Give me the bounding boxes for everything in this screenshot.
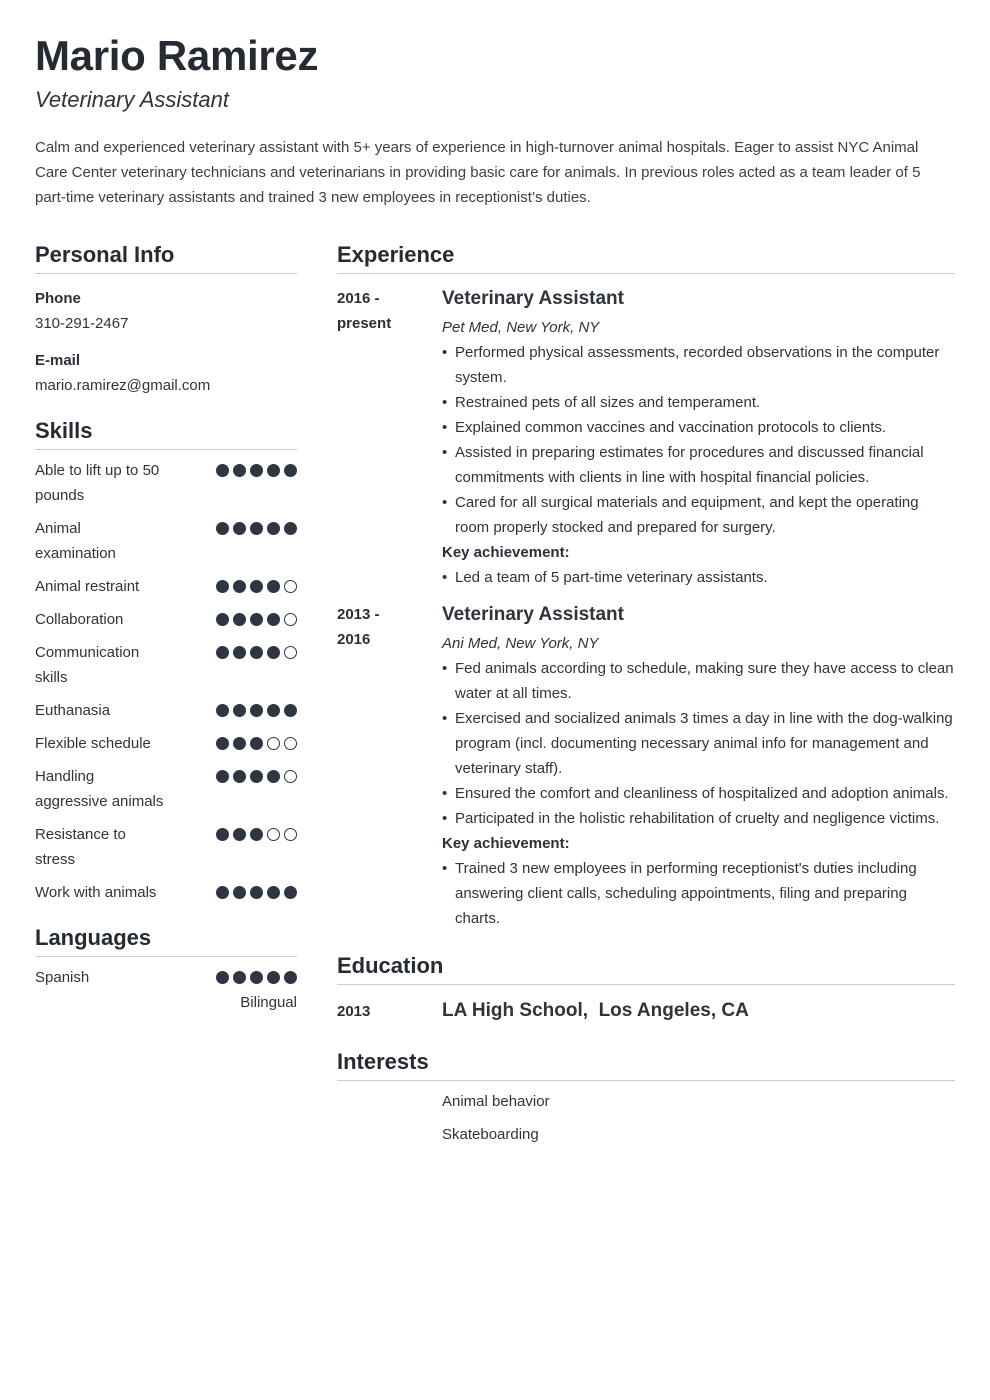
experience-list [337, 286, 955, 931]
filled-dot-icon [267, 646, 280, 659]
filled-dot-icon [216, 580, 229, 593]
resume-page [35, 30, 955, 1143]
job-bullet: • Ensured the comfort and cleanliness of hospitalized and adoption animals. [442, 781, 955, 806]
rating-dots [216, 704, 297, 717]
skill-row [35, 516, 297, 566]
empty-dot-icon [284, 580, 297, 593]
rating-dots [216, 737, 297, 750]
job-body [442, 602, 955, 931]
rating-dots [216, 613, 297, 626]
rating-dots [216, 522, 297, 535]
rating-dots [216, 646, 297, 659]
filled-dot-icon [233, 737, 246, 750]
skill-name: Collaboration [35, 611, 124, 628]
key-achievement-bullet: • Trained 3 new employees in performing receptionist's duties including answering client calls, scheduling appointments, filing and preparing charts. [442, 856, 955, 931]
filled-dot-icon [233, 613, 246, 626]
filled-dot-icon [284, 704, 297, 717]
job-bullets [442, 340, 955, 540]
skill-row [35, 764, 297, 814]
skill-row [35, 698, 297, 723]
job-date-end: present [337, 315, 392, 332]
filled-dot-icon [250, 737, 263, 750]
interest-item: Animal behavior [442, 1093, 550, 1110]
interest-item: Skateboarding [442, 1126, 539, 1143]
language-level: Bilingual [240, 994, 297, 1011]
filled-dot-icon [233, 971, 246, 984]
job-bullet: • Restrained pets of all sizes and temperament. [442, 390, 955, 415]
interests-list [337, 1089, 955, 1147]
job-bullet: • Cared for all surgical materials and equipment, and kept the operating room properly stocked and prepared for surgery. [442, 490, 955, 540]
summary-paragraph: Calm and experienced veterinary assistant with 5+ years of experience in high-turnover animal hospitals. Eager to assist NYC Animal Care Center veterinary technicians and veterinarians in providing basic care for animals. In previous roles acted as a team leader of 5 part-time veterinary assistants and trained 3 new employees in receptionist’s duties. [35, 139, 921, 206]
filled-dot-icon [250, 886, 263, 899]
filled-dot-icon [216, 828, 229, 841]
filled-dot-icon [233, 646, 246, 659]
rating-dots [216, 770, 297, 783]
filled-dot-icon [250, 828, 263, 841]
job-bullet: • Exercised and socialized animals 3 times a day in line with the dog-walking program (incl. documenting necessary animal info for management and veterinary staff). [442, 706, 955, 781]
job-dates [337, 286, 427, 336]
education-heading: Education [337, 951, 955, 985]
filled-dot-icon [250, 613, 263, 626]
job-body [442, 286, 955, 590]
job-dates [337, 602, 427, 652]
candidate-name: Mario Ramirez [35, 32, 319, 79]
job-bullet: • Explained common vaccines and vaccination protocols to clients. [442, 415, 955, 440]
key-achievement-label: Key achievement: [442, 835, 570, 852]
rating-dots [216, 971, 297, 984]
filled-dot-icon [233, 828, 246, 841]
skill-name: Work with animals [35, 884, 157, 901]
skill-name: Handling aggressive animals [35, 768, 164, 810]
empty-dot-icon [284, 613, 297, 626]
filled-dot-icon [216, 886, 229, 899]
key-achievement-bullet: • Led a team of 5 part-time veterinary assistants. [442, 565, 955, 590]
filled-dot-icon [216, 770, 229, 783]
filled-dot-icon [284, 522, 297, 535]
filled-dot-icon [250, 971, 263, 984]
filled-dot-icon [216, 971, 229, 984]
filled-dot-icon [233, 522, 246, 535]
rating-dots [216, 828, 297, 841]
filled-dot-icon [216, 737, 229, 750]
filled-dot-icon [284, 886, 297, 899]
filled-dot-icon [267, 704, 280, 717]
empty-dot-icon [267, 737, 280, 750]
job-bullet: • Participated in the holistic rehabilitation of cruelty and negligence victims. [442, 806, 955, 831]
skill-name: Animal restraint [35, 578, 140, 595]
empty-dot-icon [284, 770, 297, 783]
languages-list [35, 965, 297, 1015]
skill-row [35, 822, 297, 872]
filled-dot-icon [216, 613, 229, 626]
filled-dot-icon [267, 971, 280, 984]
personal-info-heading: Personal Info [35, 240, 297, 274]
skill-name: Communication skills [35, 644, 140, 686]
interests-heading: Interests [337, 1047, 955, 1081]
skill-name: Animal examination [35, 520, 116, 562]
job-bullets [442, 656, 955, 831]
skill-name: Resistance to stress [35, 826, 126, 868]
empty-dot-icon [284, 737, 297, 750]
filled-dot-icon [267, 770, 280, 783]
filled-dot-icon [284, 971, 297, 984]
filled-dot-icon [250, 646, 263, 659]
email-label: E-mail [35, 352, 81, 369]
filled-dot-icon [250, 522, 263, 535]
key-achievement-bullets [442, 856, 955, 931]
job-title: Veterinary Assistant [442, 288, 624, 309]
filled-dot-icon [267, 580, 280, 593]
rating-dots [216, 464, 297, 477]
skills-heading: Skills [35, 416, 297, 450]
skill-name: Able to lift up to 50 pounds [35, 462, 160, 504]
email-value: mario.ramirez@gmail.com [35, 377, 211, 394]
empty-dot-icon [284, 646, 297, 659]
education-entry [337, 997, 955, 1025]
filled-dot-icon [216, 704, 229, 717]
filled-dot-icon [250, 464, 263, 477]
skill-row [35, 574, 297, 599]
filled-dot-icon [233, 770, 246, 783]
filled-dot-icon [250, 770, 263, 783]
filled-dot-icon [250, 580, 263, 593]
job-company: Ani Med, New York, NY [442, 635, 599, 652]
filled-dot-icon [267, 886, 280, 899]
language-row [35, 965, 297, 990]
skill-row [35, 458, 297, 508]
filled-dot-icon [233, 464, 246, 477]
filled-dot-icon [216, 646, 229, 659]
job-date-end: 2016 [337, 631, 371, 648]
job-bullet: • Fed animals according to schedule, making sure they have access to clean water at all times. [442, 656, 955, 706]
skill-row [35, 640, 297, 690]
experience-entry [337, 286, 955, 590]
filled-dot-icon [250, 704, 263, 717]
language-name: Spanish [35, 969, 90, 986]
key-achievement-label: Key achievement: [442, 544, 570, 561]
education-year: 2013 [337, 1003, 371, 1020]
skill-row [35, 731, 297, 756]
filled-dot-icon [267, 464, 280, 477]
job-bullet: • Performed physical assessments, recorded observations in the computer system. [442, 340, 955, 390]
empty-dot-icon [267, 828, 280, 841]
skill-row [35, 607, 297, 632]
skill-name: Flexible schedule [35, 735, 151, 752]
filled-dot-icon [267, 613, 280, 626]
rating-dots [216, 886, 297, 899]
education-school: LA High School, Los Angeles, CA [442, 1000, 749, 1021]
job-bullet: • Assisted in preparing estimates for procedures and discussed financial commitments with clients in line with hospital financial policies. [442, 440, 955, 490]
candidate-title: Veterinary Assistant [35, 87, 230, 112]
filled-dot-icon [267, 522, 280, 535]
phone-value: 310-291-2467 [35, 315, 129, 332]
skill-row [35, 880, 297, 905]
right-column [337, 240, 955, 1147]
skill-name: Euthanasia [35, 702, 111, 719]
rating-dots [216, 580, 297, 593]
empty-dot-icon [284, 828, 297, 841]
left-column [35, 240, 297, 1015]
filled-dot-icon [233, 580, 246, 593]
job-company: Pet Med, New York, NY [442, 319, 600, 336]
job-date-start: 2016 - [337, 290, 380, 307]
key-achievement-bullets [442, 565, 955, 590]
experience-entry [337, 602, 955, 931]
filled-dot-icon [216, 522, 229, 535]
phone-label: Phone [35, 290, 81, 307]
job-title: Veterinary Assistant [442, 604, 624, 625]
skills-list [35, 458, 297, 905]
job-date-start: 2013 - [337, 606, 380, 623]
experience-heading: Experience [337, 240, 955, 274]
filled-dot-icon [284, 464, 297, 477]
languages-heading: Languages [35, 923, 297, 957]
filled-dot-icon [233, 704, 246, 717]
filled-dot-icon [233, 886, 246, 899]
filled-dot-icon [216, 464, 229, 477]
